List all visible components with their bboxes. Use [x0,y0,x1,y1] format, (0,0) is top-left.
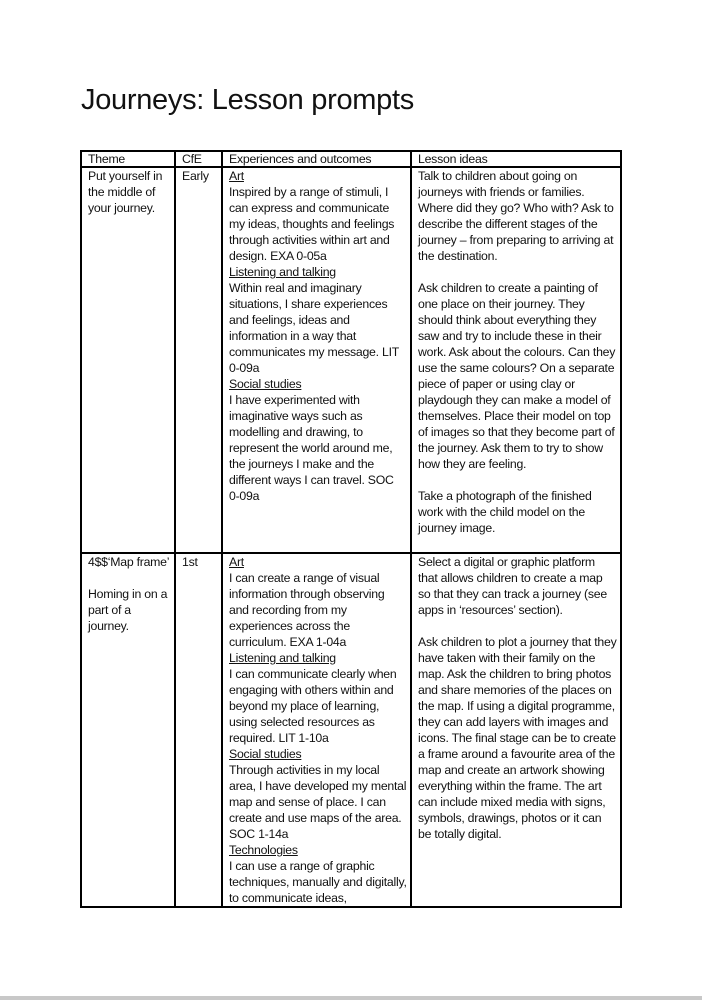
cfe-cell: Early [175,167,222,553]
idea-paragraph: Talk to children about going on journeys with friends or families. Where did they go? Who with? Ask to describe the different stages of the journey – from preparing to arriving at the destination. [418,169,614,263]
outcome-text: I have experimented with imaginative ways such as modelling and drawing, to represent the world around me, the journeys I make and the different ways I can travel. SOC 0-09a [229,393,394,503]
outcome-text: Within real and imaginary situations, I share experiences and feelings, ideas and information in a way that communicates my message. LIT 0-09a [229,281,399,375]
header-experiences: Experiences and outcomes [222,151,411,167]
outcome-text: Inspired by a range of stimuli, I can express and communicate my ideas, thoughts and feelings through activities within art and design. EXA 0-05a [229,185,395,263]
subject-heading: Listening and talking [229,265,336,279]
header-lesson-ideas: Lesson ideas [411,151,621,167]
cfe-cell: 1st [175,553,222,907]
subject-heading: Art [229,169,244,183]
subject-heading: Listening and talking [229,651,336,665]
page-title: Journeys: Lesson prompts [81,84,414,116]
idea-paragraph: Take a photograph of the finished work with the child model on the journey image. [418,489,592,535]
idea-paragraph: Ask children to create a painting of one place on their journey. They should think about everything they saw and try to include these in their work. Ask about the colours. Can they use the same colours? On a separate piece of paper or using clay or playdough they can make a model of themselves. Place their model on top of images so that they become part of the journey. Ask them to try to show how they are feeling. [418,281,616,471]
table-row [81,553,621,907]
header-cfe: CfE [175,151,222,167]
subject-heading: Social studies [229,377,302,391]
subject-heading: Technologies [229,843,298,857]
lesson-ideas-cell [411,167,621,553]
paragraph-gap [88,570,171,586]
paragraph-gap [418,472,617,488]
theme-text: Put yourself in the middle of your journey. [88,169,163,215]
table-row [81,167,621,553]
idea-paragraph: Select a digital or graphic platform that allows children to create a map so that they can track a journey (see apps in ‘resources’ section). [418,555,607,617]
experiences-cell [222,553,411,907]
outcome-text: I can use a range of graphic techniques, manually and digitally, to communicate ideas, [229,859,407,905]
outcome-text: Through activities in my local area, I have developed my mental map and sense of place. I can create and use maps of the area. SOC 1-14a [229,763,407,841]
paragraph-gap [418,618,617,634]
page-bottom-edge [0,996,702,1000]
theme-text: Homing in on a part of a journey. [88,587,168,633]
idea-paragraph: Ask children to plot a journey that they have taken with their family on the map. Ask the children to bring photos and share memories of the places on the map. If using a digital programme, they can add layers with images and icons. The final stage can be to create a frame around a favourite area of the map and create an artwork showing everything within the frame. The art can include mixed media with signs, symbols, drawings, photos or it can be totally digital. [418,635,617,841]
header-theme: Theme [81,151,175,167]
subject-heading: Social studies [229,747,302,761]
theme-cell [81,167,175,553]
lesson-prompts-table [80,150,622,908]
experiences-cell [222,167,411,553]
paragraph-gap [418,264,617,280]
theme-cell [81,553,175,907]
table-header-row [81,151,621,167]
subject-heading: Art [229,555,244,569]
theme-text: 4$$‘Map frame’ [88,555,170,569]
outcome-text: I can create a range of visual information through observing and recording from my experiences across the curriculum. EXA 1-04a [229,571,385,649]
lesson-ideas-cell [411,553,621,907]
outcome-text: I can communicate clearly when engaging with others within and beyond my place of learning, using selected resources as required. LIT 1-10a [229,667,397,745]
